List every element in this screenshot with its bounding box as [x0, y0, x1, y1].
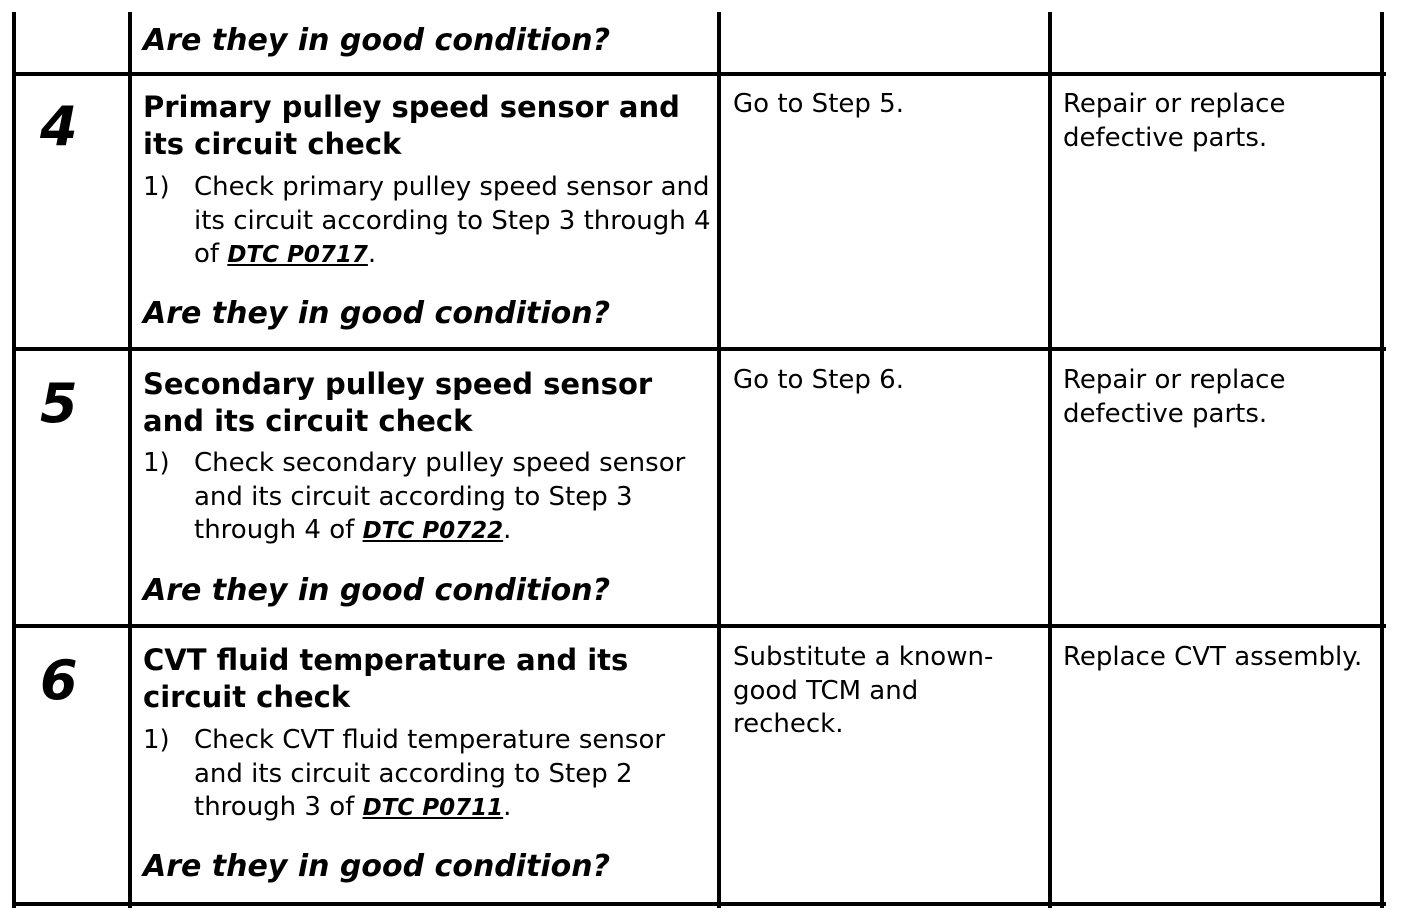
- yes-result: Go to Step 5.: [733, 89, 904, 119]
- step-number: 6: [40, 649, 78, 712]
- condition-question: Are they in good condition?: [143, 849, 611, 884]
- table-border-bottom: [12, 902, 1386, 906]
- item-number: 1): [143, 448, 170, 478]
- item-number: 1): [143, 725, 170, 755]
- item-number: 1): [143, 172, 170, 202]
- check-item: [143, 447, 713, 549]
- table-border-left: [12, 12, 16, 908]
- step-number: 5: [40, 372, 78, 435]
- item-text: Check primary pulley speed sensor and its circuit according to Step 3 through 4 of DTC P0717.: [194, 172, 711, 269]
- row-divider: [12, 72, 1386, 76]
- condition-question: Are they in good condition?: [143, 23, 611, 58]
- dtc-reference-link[interactable]: DTC P0722: [362, 518, 504, 544]
- column-divider-step: [128, 12, 132, 908]
- column-divider-action: [717, 12, 721, 908]
- no-result: Replace CVT assembly.: [1063, 642, 1363, 672]
- item-text: Check CVT fluid temperature sensor and its circuit according to Step 2 through 3 of DTC P0711.: [194, 725, 666, 822]
- condition-question: Are they in good condition?: [143, 573, 611, 608]
- step-number: 4: [40, 95, 78, 158]
- yes-result: Go to Step 6.: [733, 365, 904, 395]
- step-title: CVT fluid temperature and its circuit check: [143, 643, 629, 714]
- condition-question: Are they in good condition?: [143, 296, 611, 331]
- step-title: Secondary pulley speed sensor and its circuit check: [143, 367, 653, 438]
- yes-result: Substitute a known-good TCM and recheck.: [733, 642, 994, 739]
- dtc-reference-link[interactable]: DTC P0717: [227, 242, 368, 268]
- step-title: Primary pulley speed sensor and its circuit check: [143, 90, 680, 161]
- check-item: [143, 171, 713, 273]
- column-divider-yes: [1048, 12, 1052, 908]
- check-item: [143, 724, 713, 826]
- row-divider: [12, 347, 1386, 351]
- row-divider: [12, 624, 1386, 628]
- no-result: Repair or replace defective parts.: [1063, 365, 1286, 429]
- item-text: Check secondary pulley speed sensor and its circuit according to Step 3 through 4 of DTC P0722.: [194, 448, 686, 545]
- dtc-reference-link[interactable]: DTC P0711: [362, 795, 504, 821]
- table-border-right: [1380, 12, 1384, 908]
- no-result: Repair or replace defective parts.: [1063, 89, 1286, 153]
